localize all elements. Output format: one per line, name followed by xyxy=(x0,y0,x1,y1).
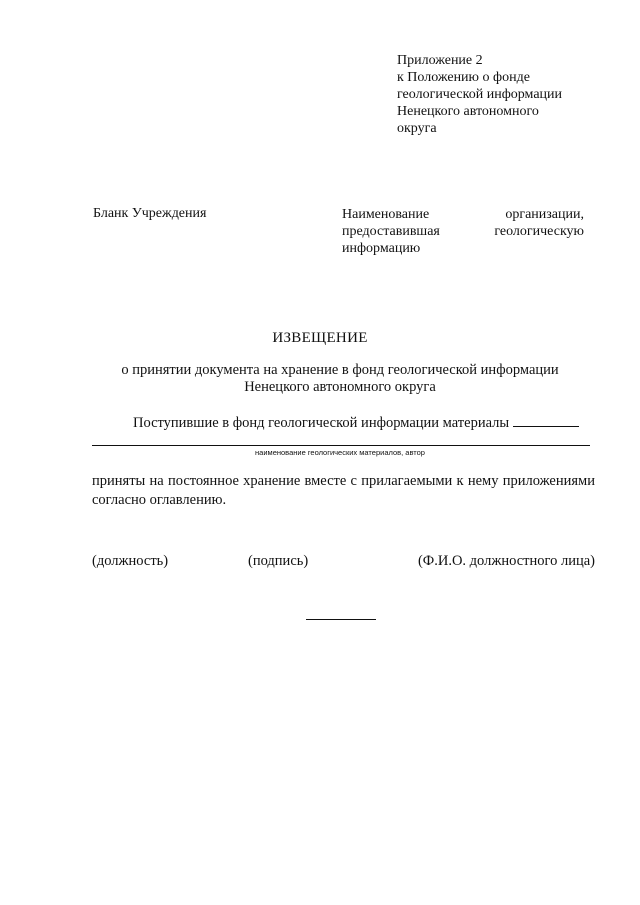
document-title: ИЗВЕЩЕНИЕ xyxy=(272,330,368,346)
org-row xyxy=(342,223,584,240)
received-materials-line xyxy=(133,414,579,432)
subtitle-line: Ненецкого автономного округа xyxy=(244,379,436,395)
org-text: геологическую xyxy=(494,224,584,239)
full-name-label: (Ф.И.О. должностного лица) xyxy=(417,553,595,569)
appendix-reference xyxy=(397,52,617,137)
document-subtitle xyxy=(60,362,620,396)
materials-field-rule xyxy=(92,445,590,446)
subtitle-line: о принятии документа на хранение в фонд геологической информации xyxy=(121,362,559,378)
materials-field-caption: наименование геологических материалов, автор xyxy=(255,448,425,457)
organization-name-label xyxy=(342,206,584,257)
appendix-line: к Положению о фонде xyxy=(397,70,530,85)
appendix-line: Ненецкого автономного xyxy=(397,104,539,119)
signature-label: (подпись) xyxy=(248,553,309,569)
org-text: предоставившая xyxy=(342,224,440,239)
institution-blank-label: Бланк Учреждения xyxy=(93,206,207,221)
appendix-line: округа xyxy=(397,121,437,136)
org-row xyxy=(342,206,584,223)
end-divider xyxy=(306,619,376,620)
org-text: информацию xyxy=(342,241,421,256)
materials-blank-field xyxy=(513,414,579,427)
acceptance-paragraph: приняты на постоянное хранение вместе с прилагаемыми к нему приложениями согласно оглавлению. xyxy=(92,473,595,508)
org-text: организации, xyxy=(505,207,584,222)
appendix-line: Приложение 2 xyxy=(397,53,483,68)
position-label: (должность) xyxy=(92,553,169,569)
appendix-line: геологической информации xyxy=(397,87,563,102)
received-text: Поступившие в фонд геологической информации материалы xyxy=(133,415,510,431)
org-text: Наименование xyxy=(342,207,430,222)
